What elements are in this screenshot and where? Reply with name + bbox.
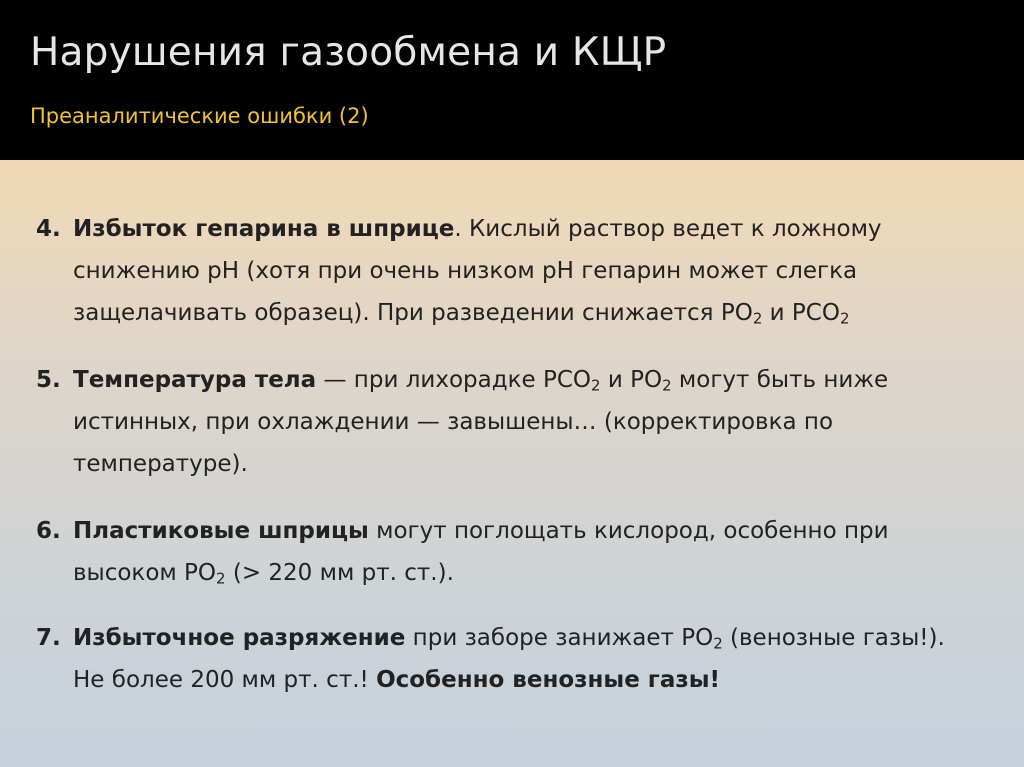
item-body: при заборе занижает PO [405,625,714,651]
item-heading: Избыточное разряжение [73,625,406,651]
item-number: 5. [36,367,61,393]
item-text [73,617,983,701]
subscript: 2 [839,309,850,328]
item-text [73,208,983,334]
subscript: 2 [752,309,763,328]
subscript: 2 [713,634,723,653]
subscript: 2 [591,376,601,395]
slide-subtitle: Преаналитические ошибки (2) [30,104,369,128]
item-body: (> 220 мм рт. ст.). [225,560,454,586]
item-number: 6. [36,518,61,544]
item-body: и PCO [762,300,840,326]
item-number: 4. [36,216,61,242]
subscript: 2 [662,376,672,395]
item-body: (венозные газы!). Не более 200 мм рт. ст.! [73,625,945,693]
item-body: — при лихорадке PCO [316,367,592,393]
subscript: 2 [216,569,226,588]
item-body: могут поглощать кислород, особенно при высоком PO [73,518,889,586]
item-emphasis: Особенно венозные газы! [376,667,720,693]
item-number: 7. [36,625,61,651]
item-heading: Избыток гепарина в шприце [73,216,455,242]
item-heading: Пластиковые шприцы [73,518,369,544]
item-body: . Кислый раствор ведет к ложному снижению pH (хотя при очень низком pH гепарин может слегка защелачивать образец). При разведении снижается PO [73,216,882,326]
slide-title: Нарушения газообмена и КЩР [30,30,667,75]
item-heading: Температура тела [73,367,317,393]
slide-header [0,0,1024,160]
item-body: могут быть ниже истинных, при охлаждении — завышены… (корректировка по температуре). [73,367,889,477]
item-text [73,510,983,594]
item-body: и PO [600,367,663,393]
item-text [73,359,983,485]
